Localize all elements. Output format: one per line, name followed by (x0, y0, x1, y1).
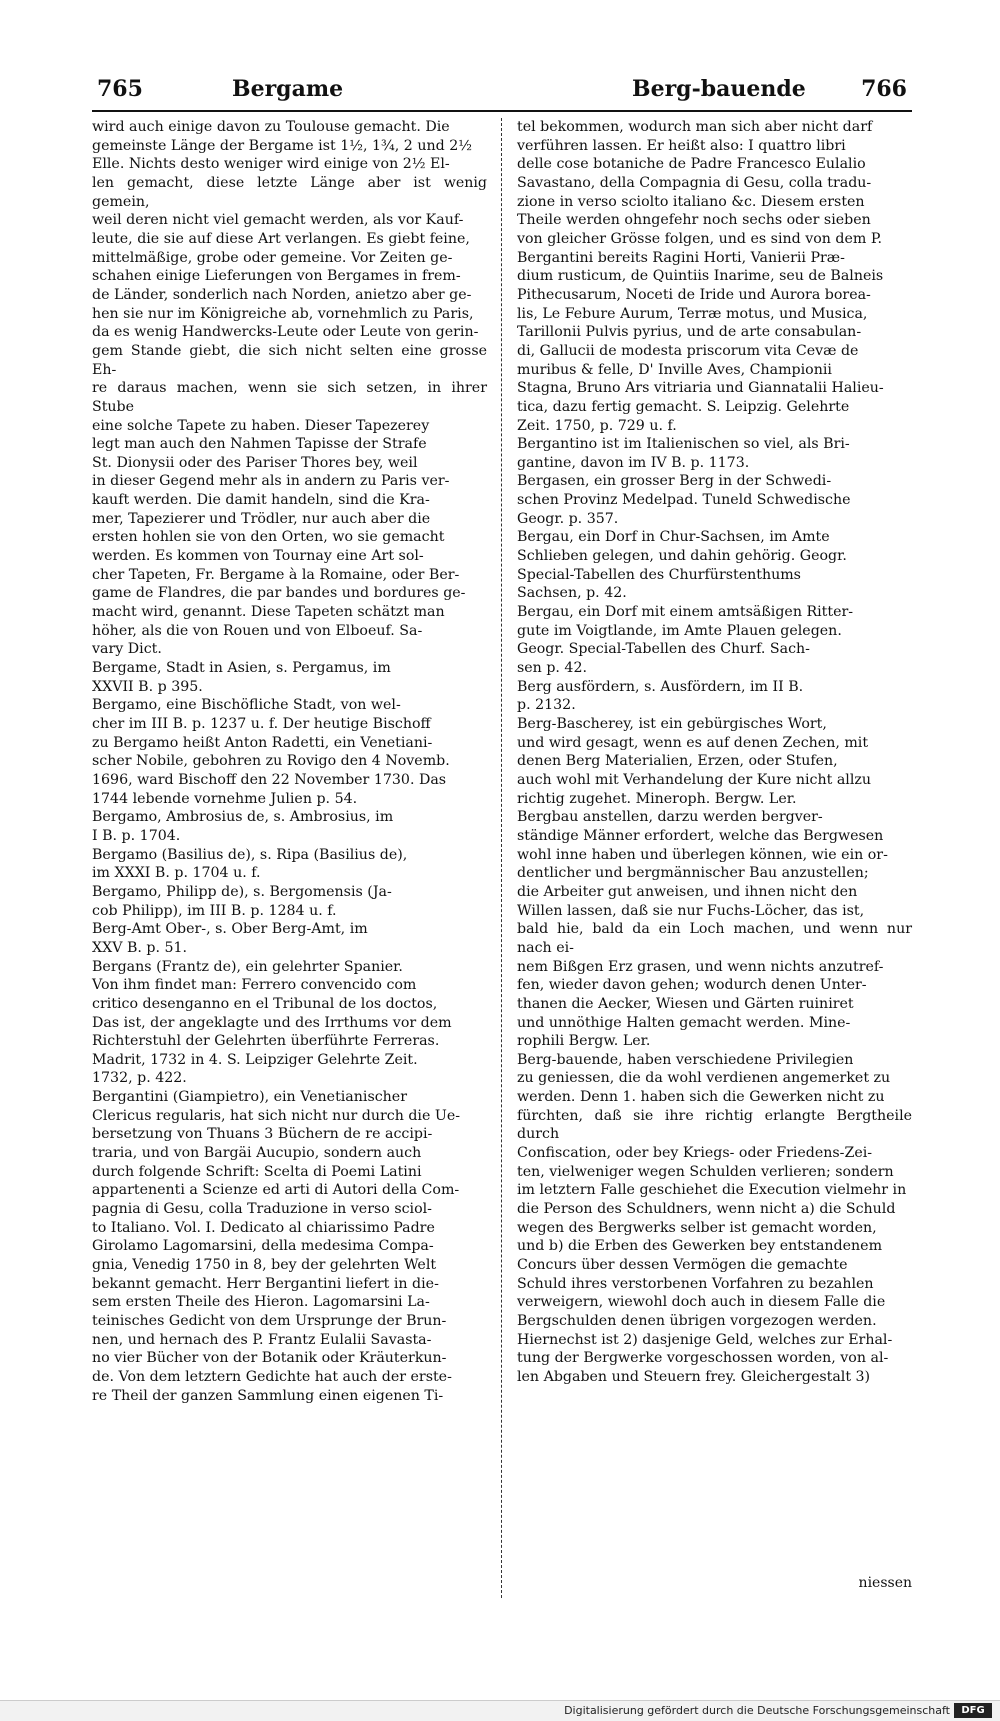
column-divider (501, 118, 502, 1598)
running-head-left: Bergame (232, 76, 344, 102)
page-header (92, 70, 912, 112)
digitization-footer (0, 1700, 1000, 1721)
catchword: niessen (858, 1575, 912, 1591)
page-number-left: 765 (97, 76, 143, 102)
right-column-text: tel bekommen, wodurch man sich aber nicht darf verführen lassen. Er heißt also: I quattro libri delle cose botaniche de Padre Francesco Eulalio Savastano, della Compagnia di Gesu, colla tradu- zione in verso sciolto italiano &c. Diesem ersten Theile werden ohngefehr noch sechs oder sieben von gleicher Grösse folgen, und es sind von dem P. Bergantini bereits Ragini Horti, Vanierii Præ- dium rusticum, de Quintiis Inarime, seu de Balneis Pithecusarum, Noceti de Iride und Aurora borea- lis, Le Febure Aurum, Terræ motus, und Musica, Tarillonii Pulvis pyrius, und de arte consabulan- di, Gallucii de modesta priscorum vita Cevæ de muribus & felle, D' Inville Aves, Championii Stagna, Bruno Ars vitriaria und Giannatalii Halieu- tica, dazu fertig gemacht. S. Leipzig. Gelehrte Zeit. 1750, p. 729 u. f. Bergantino ist im Italienischen so viel, als Bri- gantine, davon im IV B. p. 1173. Bergasen, ein grosser Berg in der Schwedi- schen Provinz Medelpad. Tuneld Schwedische Geogr. p. 357. Bergau, ein Dorf in Chur-Sachsen, im Amte Schlieben gelegen, und dahin gehörig. Geogr. Special-Tabellen des Churfürstenthums Sachsen, p. 42. Bergau, ein Dorf mit einem amtsäßigen Ritter- gute im Voigtlande, im Amte Plauen gelegen. Geogr. Special-Tabellen des Churf. Sach- sen p. 42. Berg ausfördern, s. Ausfördern, im II B. p. 2132. Berg-Bascherey, ist ein gebürgisches Wort, und wird gesagt, wenn es auf denen Zechen, mit denen Berg Materialien, Erzen, oder Stufen, auch wohl mit Verhandelung der Kure nicht allzu richtig zugehet. Mineroph. Bergw. Ler. Bergbau anstellen, darzu werden bergver- ständige Männer erfordert, welche das Bergwesen wohl inne haben und überlegen können, wie ein or- dentlicher und bergmännischer Bau anzustellen; die Arbeiter gut anweisen, und ihnen nicht den Willen lassen, daß sie nur Fuchs-Löcher, das ist, bald hie, bald da ein Loch machen, und wenn nur nach ei- nem Bißgen Erz grasen, und wenn nichts anzutref- fen, wieder davon gehen; wodurch denen Unter- thanen die Aecker, Wiesen und Gärten ruiniret und unnöthige Halten gemacht werden. Mine- rophili Bergw. Ler. Berg-bauende, haben verschiedene Privilegien zu geniessen, die da wohl verdienen angemerket zu werden. Denn 1. haben sich die Gewerken nicht zu fürchten, daß sie ihre richtig erlangte Bergtheile durch Confiscation, oder bey Kriegs- oder Friedens-Zei- ten, vielweniger wegen Schulden verlieren; sondern im letztern Falle geschiehet die Execution vielmehr in die Person des Schuldners, wenn nicht a) die Schuld wegen des Bergwerks selber ist gemacht worden, und b) die Erben des Gewerken bey entstandenem Concurs über dessen Vermögen die gemachte Schuld ihres verstorbenen Vorfahren zu bezahlen verweigern, wiewohl doch auch in diesem Falle die Bergschulden denen übrigen vorgezogen werden. Hiernechst ist 2) dasjenige Geld, welches zur Erhal- tung der Bergwerke vorgeschossen worden, von al- len Abgaben und Steuern frey. Gleichergestalt 3) (517, 119, 912, 1385)
running-head-right: Berg-bauende (632, 76, 806, 102)
book-page (92, 70, 912, 1615)
left-column-text: wird auch einige davon zu Toulouse gemacht. Die gemeinste Länge der Bergame ist 1½, 1¾, 2 und 2½ Elle. Nichts desto weniger wird einige von 2½ El- len gemacht, diese letzte Länge aber ist wenig gemein, weil deren nicht viel gemacht werden, als vor Kauf- leute, die sie auf diese Art verlangen. Es giebt feine, mittelmäßige, grobe oder gemeine. Vor Zeiten ge- schahen einige Lieferungen von Bergames in frem- de Länder, sonderlich nach Norden, anietzo aber ge- hen sie nur im Königreiche ab, vornehmlich zu Paris, da es wenig Handwercks-Leute oder Leute von gerin- gem Stande giebt, die sich nicht selten eine grosse Eh- re daraus machen, wenn sie sich setzen, in ihrer Stube eine solche Tapete zu haben. Dieser Tapezerey legt man auch den Nahmen Tapisse der Strafe St. Dionysii oder des Pariser Thores bey, weil in dieser Gegend mehr als in andern zu Paris ver- kauft werden. Die damit handeln, sind die Kra- mer, Tapezierer und Trödler, nur auch aber die ersten hohlen sie von den Orten, wo sie gemacht werden. Es kommen von Tournay eine Art sol- cher Tapeten, Fr. Bergame à la Romaine, oder Ber- game de Flandres, die par bandes und bordures ge- macht wird, genannt. Diese Tapeten schätzt man höher, als die von Rouen und von Elboeuf. Sa- vary Dict. Bergame, Stadt in Asien, s. Pergamus, im XXVII B. p 395. Bergamo, eine Bischöfliche Stadt, von wel- cher im III B. p. 1237 u. f. Der heutige Bischoff zu Bergamo heißt Anton Radetti, ein Venetiani- scher Nobile, gebohren zu Rovigo den 4 Novemb. 1696, ward Bischoff den 22 November 1730. Das 1744 lebende vornehme Julien p. 54. Bergamo, Ambrosius de, s. Ambrosius, im I B. p. 1704. Bergamo (Basilius de), s. Ripa (Basilius de), im XXXI B. p. 1704 u. f. Bergamo, Philipp de), s. Bergomensis (Ja- cob Philipp), im III B. p. 1284 u. f. Berg-Amt Ober-, s. Ober Berg-Amt, im XXV B. p. 51. Bergans (Frantz de), ein gelehrter Spanier. Von ihm findet man: Ferrero convencido com critico desenganno en el Tribunal de los doctos, Das ist, der angeklagte und des Irrthums vor dem Richterstuhl der Gelehrten überführte Ferreras. Madrit, 1732 in 4. S. Leipziger Gelehrte Zeit. 1732, p. 422. Bergantini (Giampietro), ein Venetianischer Clericus regularis, hat sich nicht nur durch die Ue- bersetzung von Thuans 3 Büchern de re accipi- traria, und von Bargäi Aucupio, sondern auch durch folgende Schrift: Scelta di Poemi Latini appartenenti a Scienze ed arti di Autori della Com- pagnia di Gesu, colla Traduzione in verso sciol- to Italiano. Vol. I. Dedicato al chiarissimo Padre Girolamo Lagomarsini, della medesima Compa- gnia, Venedig 1750 in 8, bey der gelehrten Welt bekannt gemacht. Herr Bergantini liefert in die- sem ersten Theile des Hieron. Lagomarsini La- teinisches Gedicht von dem Ursprunge der Brun- nen, und hernach des P. Frantz Eulalii Savasta- no vier Bücher von der Botanik oder Kräuterkun- de. Von dem letztern Gedichte hat auch der erste- re Theil der ganzen Sammlung einen eigenen Ti- (92, 119, 487, 1404)
dfg-logo-icon: DFG (954, 1703, 992, 1718)
page-number-right: 766 (861, 76, 907, 102)
funding-credit: Digitalisierung gefördert durch die Deutsche Forschungsgemeinschaft (564, 1704, 950, 1717)
